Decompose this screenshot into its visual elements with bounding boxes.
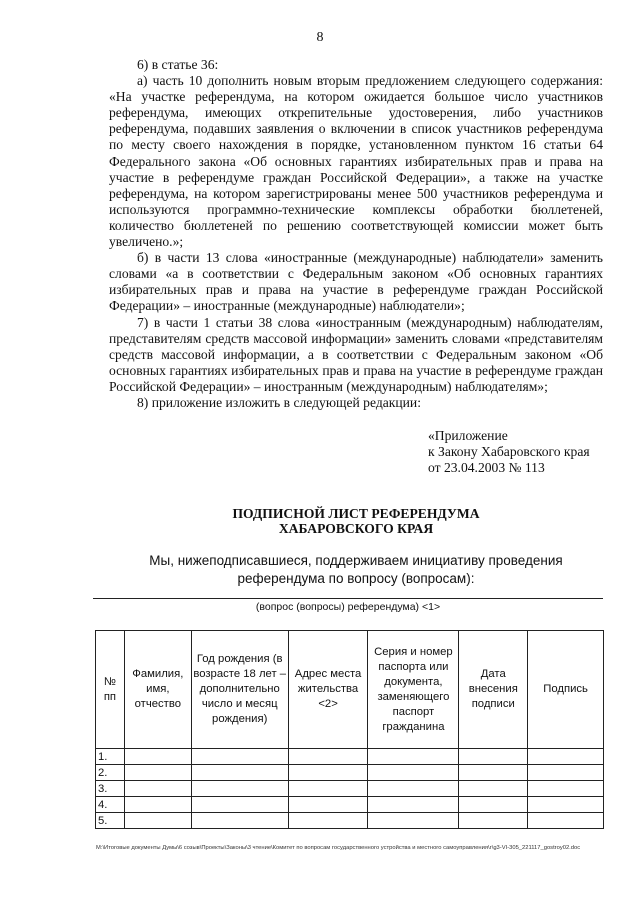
header-full-name: Фамилия, имя, отчество [124, 631, 191, 749]
appendix-header [428, 428, 590, 476]
cell-empty [191, 749, 288, 765]
cell-empty [459, 781, 528, 797]
header-signature: Подпись [528, 631, 604, 749]
cell-empty [191, 813, 288, 829]
intro-line: Мы, нижеподписавшиеся, поддерживаем инициативу проведения [149, 553, 563, 568]
cell-empty [124, 765, 191, 781]
cell-empty [288, 813, 368, 829]
paragraph: б) в части 13 слова «иностранные (международные) наблюдатели» заменить словами «а в соответствии с Федеральным законом «Об основных гарантиях избирательных прав и права на участие в референдуме граждан Российской Федерации» – иностранные (международные) наблюдатели»; [109, 250, 603, 314]
question-caption: (вопрос (вопросы) референдума) <1> [255, 601, 441, 613]
table-row [96, 765, 604, 781]
cell-empty [288, 781, 368, 797]
cell-empty [459, 813, 528, 829]
header-birth-year: Год рождения (в возрасте 18 лет – дополнительно число и месяц рождения) [191, 631, 288, 749]
signature-table [95, 630, 604, 829]
cell-empty [459, 765, 528, 781]
table-row [96, 813, 604, 829]
paragraph: 6) в статье 36: [137, 57, 219, 72]
row-number: 4. [96, 797, 125, 813]
document-body [109, 57, 603, 411]
cell-empty [459, 797, 528, 813]
cell-empty [288, 765, 368, 781]
cell-empty [288, 797, 368, 813]
cell-empty [528, 765, 604, 781]
form-title-line: ПОДПИСНОЙ ЛИСТ РЕФЕРЕНДУМА [232, 506, 480, 521]
cell-empty [528, 749, 604, 765]
table-row [96, 797, 604, 813]
form-intro [109, 552, 603, 588]
header-passport: Серия и номер паспорта или документа, заменяющего паспорт гражданина [368, 631, 459, 749]
row-number: 1. [96, 749, 125, 765]
appendix-line: от 23.04.2003 № 113 [428, 460, 545, 475]
paragraph: 8) приложение изложить в следующей редакции: [137, 394, 421, 410]
cell-empty [124, 749, 191, 765]
cell-empty [368, 813, 459, 829]
appendix-line: к Закону Хабаровского края [428, 444, 590, 459]
paragraph: а) часть 10 дополнить новым вторым предложением следующего содержания: «На участке референдума, на котором ожидается большое число участников референдума, имеющих открепительные удостоверения, либо участников референдума, подавших заявления о включении в список участников референдума по месту своего нахождения в порядке, установленном пунктом 16 статьи 64 Федерального закона «Об основных гарантиях избирательных прав и права на участие в референдуме граждан Российской Федерации», а также на участке референдума, на котором зарегистрированы менее 500 участников референдума и используются программно-технические комплексы обработки бюллетеней, количество бюллетеней по решению соответствующей комиссии может быть увеличено.»; [109, 73, 603, 250]
cell-empty [368, 797, 459, 813]
header-number: № пп [96, 631, 125, 749]
cell-empty [368, 765, 459, 781]
cell-empty [191, 797, 288, 813]
cell-empty [124, 797, 191, 813]
table-header-row [96, 631, 604, 749]
question-line [93, 598, 603, 599]
row-number: 3. [96, 781, 125, 797]
cell-empty [124, 781, 191, 797]
cell-empty [459, 749, 528, 765]
cell-empty [528, 797, 604, 813]
table-row [96, 781, 604, 797]
cell-empty [368, 781, 459, 797]
paragraph: 7) в части 1 статьи 38 слова «иностранным (международным) наблюдателям, представителям средств массовой информации» заменить словами «представителям средств массовой информации, а в соответствии с Федеральным законом «Об основных гарантиях избирательных прав и права на участие в референдуме граждан Российской Федерации» – иностранным (международным) наблюдателям»; [109, 314, 603, 394]
cell-empty [288, 749, 368, 765]
cell-empty [191, 765, 288, 781]
header-address: Адрес места жительства <2> [288, 631, 368, 749]
appendix-line: «Приложение [428, 428, 508, 443]
page-number: 8 [316, 30, 324, 45]
intro-line: референдума по вопросу (вопросам): [237, 571, 475, 586]
form-title [109, 506, 603, 536]
cell-empty [124, 813, 191, 829]
cell-empty [368, 749, 459, 765]
file-path-footer: M:\Итоговые документы Думы\6 созыв\Проекты\Законы\3 чтение\Комитет по вопросам государственного устройства и местного самоуправления\г\g3-VI-305_221117_gostroy02.doc [96, 845, 581, 851]
header-signature-date: Дата внесения подписи [459, 631, 528, 749]
cell-empty [528, 781, 604, 797]
row-number: 2. [96, 765, 125, 781]
table-row [96, 749, 604, 765]
cell-empty [528, 813, 604, 829]
cell-empty [191, 781, 288, 797]
row-number: 5. [96, 813, 125, 829]
form-title-line: ХАБАРОВСКОГО КРАЯ [278, 521, 434, 536]
